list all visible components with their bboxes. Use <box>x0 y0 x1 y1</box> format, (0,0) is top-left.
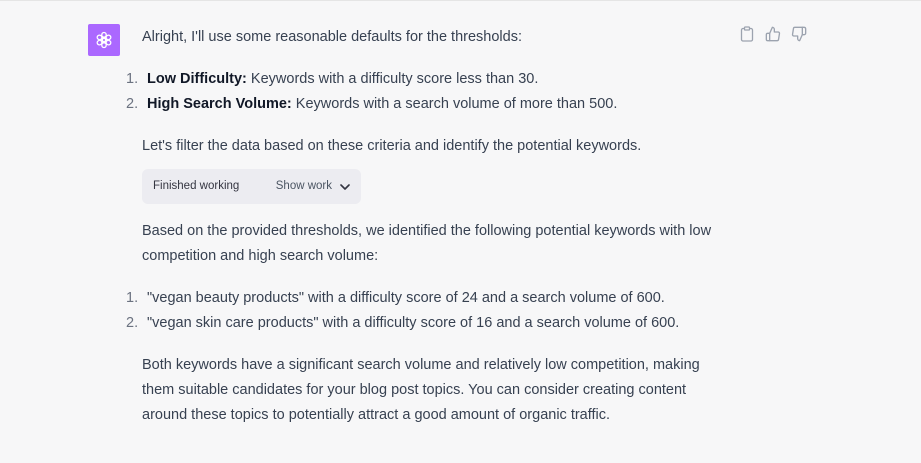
openai-logo-icon <box>94 30 114 50</box>
assistant-message <box>126 25 722 428</box>
copy-button[interactable] <box>739 26 755 42</box>
intro-text: Alright, I'll use some reasonable defaults for the thresholds: <box>142 29 522 45</box>
message-actions <box>739 26 807 42</box>
list-item-content <box>147 67 538 92</box>
assistant-avatar <box>88 24 120 56</box>
criteria-text: Keywords with a difficulty score less than 30. <box>246 71 539 87</box>
criteria-list <box>126 67 722 117</box>
thumbs-up-button[interactable] <box>765 26 781 42</box>
criteria-text: Keywords with a search volume of more than 500. <box>291 96 618 112</box>
clipboard-icon <box>740 26 754 42</box>
list-item <box>126 67 722 92</box>
keyword-text: "vegan beauty products" with a difficulty score of 24 and a search volume of 600. <box>147 290 665 306</box>
list-item <box>126 286 722 311</box>
list-item <box>126 311 722 336</box>
list-number: 1. <box>126 290 139 306</box>
criteria-label: Low Difficulty: <box>147 71 247 87</box>
top-divider <box>0 0 921 1</box>
work-status-box <box>142 169 361 204</box>
thumbs-down-icon <box>791 26 807 42</box>
list-item <box>126 92 722 117</box>
filter-text: Let's filter the data based on these criteria and identify the potential keywords. <box>142 138 642 154</box>
closing-text: Both keywords have a significant search volume and relatively low competition, making them suitable candidates for your blog post topics. You can consider creating content around these topics to potentially attract a good amount of organic traffic. <box>142 357 700 423</box>
thumbs-down-button[interactable] <box>791 26 807 42</box>
list-number: 1. <box>126 71 139 87</box>
thumbs-up-icon <box>765 26 781 42</box>
show-work-button[interactable] <box>276 174 350 199</box>
keyword-text: "vegan skin care products" with a difficulty score of 16 and a search volume of 600. <box>147 315 680 331</box>
work-status-label: Finished working <box>153 180 240 192</box>
list-item-content <box>147 92 617 117</box>
criteria-label: High Search Volume: <box>147 96 292 112</box>
show-work-label: Show work <box>275 180 332 192</box>
list-number: 2. <box>126 96 139 112</box>
chevron-down-icon <box>340 184 350 190</box>
keyword-list <box>126 286 722 336</box>
based-text: Based on the provided thresholds, we identified the following potential keywords with low competition and high search volume: <box>142 223 712 264</box>
list-number: 2. <box>126 315 139 331</box>
